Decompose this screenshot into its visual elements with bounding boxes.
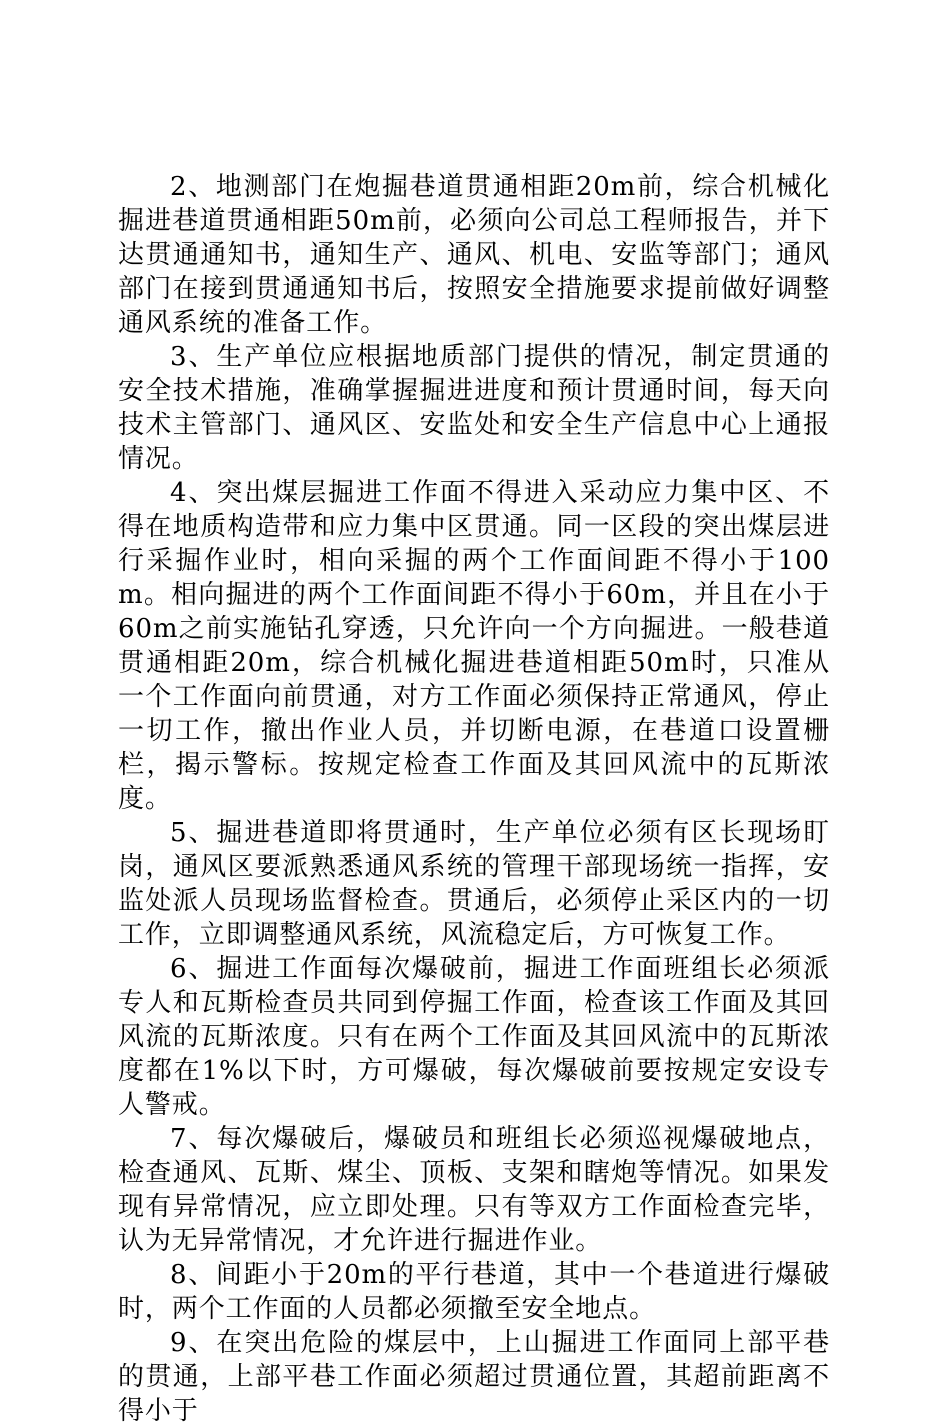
paragraph-3: 3、生产单位应根据地质部门提供的情况，制定贯通的安全技术措施，准确掌握掘进进度和预计贯通时间，每天向技术主管部门、通风区、安监处和安全生产信息中心上通报情况。	[118, 342, 830, 474]
paragraph-4: 4、突出煤层掘进工作面不得进入采动应力集中区、不得在地质构造带和应力集中区贯通。同一区段的突出煤层进行采掘作业时，相向采掘的两个工作面间距不得小于100m。相向掘进的两个工作面间距不得小于60m，并且在小于60m之前实施钻孔穿透，只允许向一个方向掘进。一般巷道贯通相距20m，综合机械化掘进巷道相距50m时，只准从一个工作面向前贯通，对方工作面必须保持正常通风，停止一切工作，撤出作业人员，并切断电源，在巷道口设置栅栏，揭示警标。按规定检查工作面及其回风流中的瓦斯浓度。	[118, 478, 830, 814]
paragraph-9: 9、在突出危险的煤层中，上山掘进工作面同上部平巷的贯通，上部平巷工作面必须超过贯通位置，其超前距离不得小于	[118, 1328, 830, 1426]
paragraph-2: 2、地测部门在炮掘巷道贯通相距20m前，综合机械化掘进巷道贯通相距50m前，必须向公司总工程师报告，并下达贯通通知书，通知生产、通风、机电、安监等部门；通风部门在接到贯通通知书后，按照安全措施要求提前做好调整通风系统的准备工作。	[118, 172, 830, 338]
paragraph-8: 8、间距小于20m的平行巷道，其中一个巷道进行爆破时，两个工作面的人员都必须撤至安全地点。	[118, 1260, 830, 1324]
paragraph-7: 7、每次爆破后，爆破员和班组长必须巡视爆破地点，检查通风、瓦斯、煤尘、顶板、支架和瞎炮等情况。如果发现有异常情况，应立即处理。只有等双方工作面检查完毕，认为无异常情况，才允许进行掘进作业。	[118, 1124, 830, 1256]
paragraph-5: 5、掘进巷道即将贯通时，生产单位必须有区长现场盯岗，通风区要派熟悉通风系统的管理干部现场统一指挥，安监处派人员现场监督检查。贯通后，必须停止采区内的一切工作，立即调整通风系统，风流稳定后，方可恢复工作。	[118, 818, 830, 950]
paragraph-6: 6、掘进工作面每次爆破前，掘进工作面班组长必须派专人和瓦斯检查员共同到停掘工作面，检查该工作面及其回风流的瓦斯浓度。只有在两个工作面及其回风流中的瓦斯浓度都在1%以下时，方可爆破，每次爆破前要按规定安设专人警戒。	[118, 954, 830, 1120]
document-body	[118, 170, 830, 1428]
